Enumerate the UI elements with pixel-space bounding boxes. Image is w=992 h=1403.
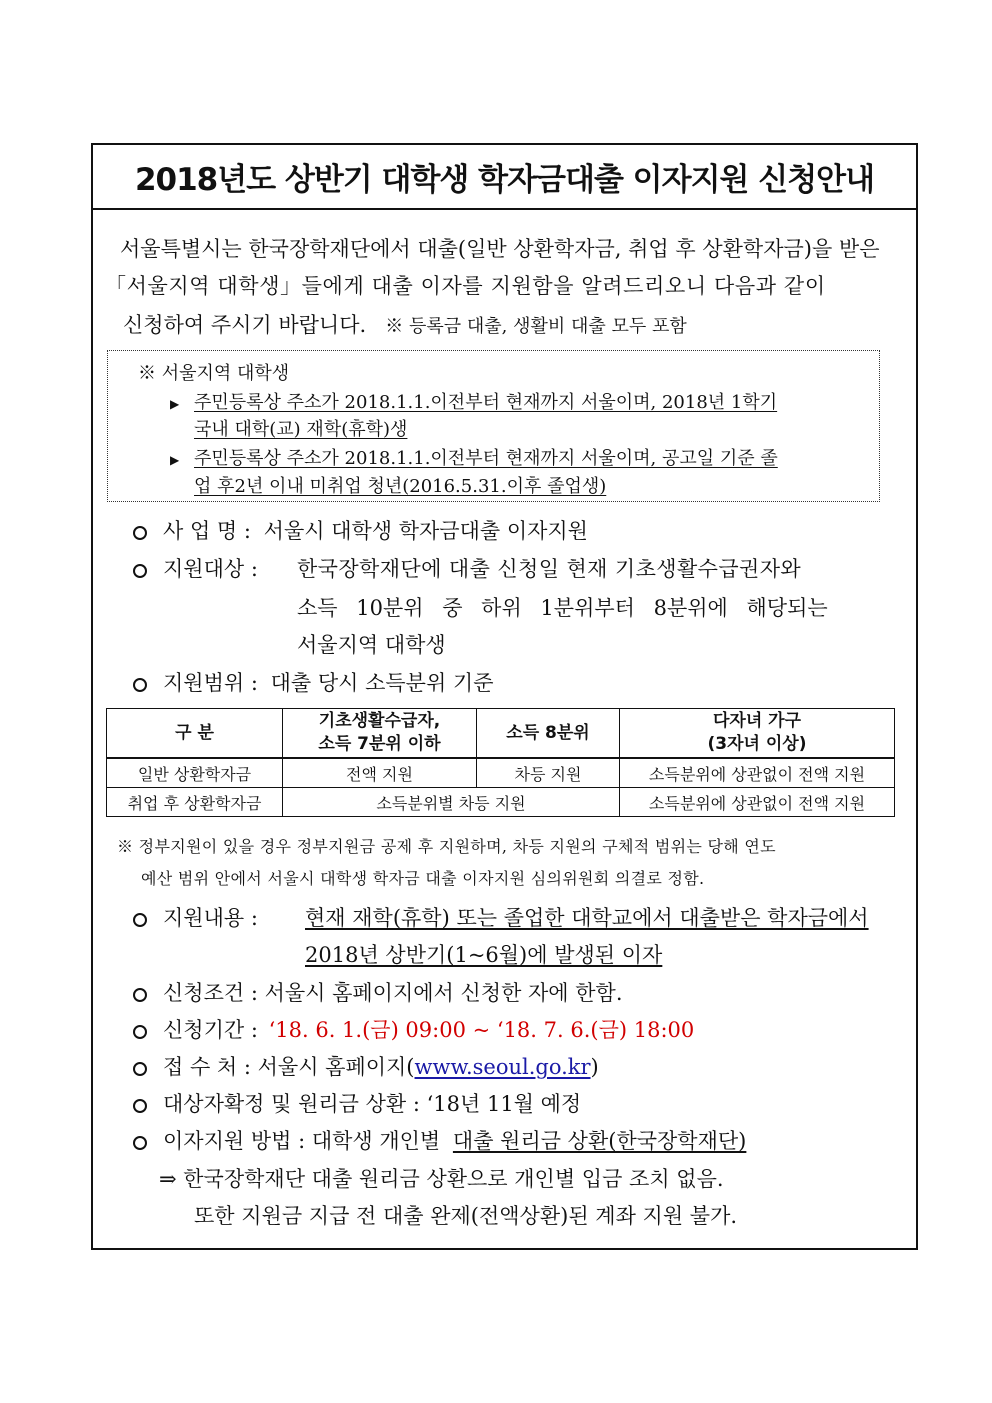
circle-bullet-icon [133,526,147,540]
period-row [133,1014,694,1044]
notice-frame [91,143,918,1250]
triangle-bullet-icon: ▶ [170,453,180,467]
header-text: 기초생활수급자, [318,711,441,731]
reception-label: 접 수 처 : 서울시 홈페이지( [163,1055,415,1079]
target-row [133,553,258,583]
method-value: 대출 원리금 상환(한국장학재단) [452,1129,747,1153]
business-label: 사 업 명 : [163,519,251,543]
condition-text: 신청조건 : 서울시 홈페이지에서 신청한 자에 한함. [163,981,623,1005]
confirm-text: 대상자확정 및 원리금 상환 : ‘18년 11월 예정 [163,1092,582,1116]
table-cell: 차등 지원 [477,758,620,788]
intro-note: ※ 등록금 대출, 생활비 대출 모두 포함 [385,316,687,337]
scope-row [133,667,493,697]
business-row [133,515,588,545]
circle-bullet-icon [133,988,147,1002]
circle-bullet-icon [133,564,147,578]
confirm-row [133,1088,581,1118]
title-bar [93,145,916,210]
table-cell: 소득분위에 상관없이 전액 지원 [620,788,895,817]
header-text: 다자녀 가구 [712,711,802,731]
circle-bullet-icon [133,913,147,927]
method-label: 이자지원 방법 : 대학생 개인별 [163,1129,441,1153]
table-header-cell [283,709,477,759]
reception-close: ) [590,1055,599,1079]
page-title: 2018년도 상반기 대학생 학자금대출 이자지원 신청안내 [134,162,875,198]
period-value: ‘18. 6. 1.(금) 09:00 ~ ‘18. 7. 6.(금) 18:00 [268,1018,695,1042]
circle-bullet-icon [133,1136,147,1150]
box-item-2 [170,444,778,470]
table-cell: 취업 후 상환학자금 [107,788,283,817]
table-row [107,758,895,788]
box-item-1-line-2: 국내 대학(교) 재학(휴학)생 [194,419,408,440]
method-row [133,1125,746,1155]
box-heading: ※ 서울지역 대학생 [138,363,290,384]
arrow-note-line-2: 또한 지원금 지급 전 대출 완제(전액상환)된 계좌 지원 불가. [194,1204,738,1228]
homepage-link[interactable]: www.seoul.go.kr [414,1055,591,1079]
box-item-2-line-1: 주민등록상 주소가 2018.1.1.이전부터 현재까지 서울이며, 공고일 기준 졸 [194,448,778,469]
arrow-note-line-1: ⇒ 한국장학재단 대출 원리금 상환으로 개인별 입금 조치 없음. [159,1167,724,1191]
circle-bullet-icon [133,678,147,692]
support-table [106,708,895,817]
content-label: 지원내용 : [163,906,258,930]
table-cell: 일반 상환학자금 [107,758,283,788]
scope-value: 대출 당시 소득분위 기준 [270,671,494,695]
header-text: (3자녀 이상) [707,734,807,754]
circle-bullet-icon [133,1099,147,1113]
table-cell: 소득분위에 상관없이 전액 지원 [620,758,895,788]
table-cell: 소득분위별 차등 지원 [283,788,620,817]
intro-line-2: 「서울지역 대학생」들에게 대출 이자를 지원함을 알려드리오니 다음과 같이 [105,274,826,298]
condition-row [133,977,623,1007]
table-header-cell: 구 분 [107,709,283,759]
circle-bullet-icon [133,1025,147,1039]
content-line-2: 2018년 상반기(1~6월)에 발생된 이자 [305,943,663,967]
target-line-3: 서울지역 대학생 [297,633,446,657]
content-line-1: 현재 재학(휴학) 또는 졸업한 대학교에서 대출받은 학자금에서 [305,906,869,930]
scope-label: 지원범위 : [163,671,258,695]
target-label: 지원대상 : [163,557,258,581]
table-header-cell: 소득 8분위 [477,709,620,759]
header-text: 소득 7분위 이하 [318,734,441,754]
content-row [133,902,258,932]
eligibility-box [107,350,880,502]
box-item-2-line-2: 업 후2년 이내 미취업 청년(2016.5.31.이후 졸업생) [194,476,607,497]
target-line-1: 한국장학재단에 대출 신청일 현재 기초생활수급권자와 [297,557,802,581]
intro-line-1: 서울특별시는 한국장학재단에서 대출(일반 상환학자금, 취업 후 상환학자금)을 받은 [120,237,880,261]
intro-line-3-wrap [123,309,687,339]
box-item-1 [170,388,777,414]
intro-line-3: 신청하여 주시기 바랍니다. [123,313,367,337]
circle-bullet-icon [133,1062,147,1076]
reception-row [133,1051,599,1081]
table-note-line-2: 예산 범위 안에서 서울시 대학생 학자금 대출 이자지원 심의위원회 의결로 정함. [141,869,705,888]
business-value: 서울시 대학생 학자금대출 이자지원 [263,519,588,543]
table-header-cell [620,709,895,759]
triangle-bullet-icon: ▶ [170,397,180,411]
target-line-2: 소득 10분위 중 하위 1분위부터 8분위에 해당되는 [297,596,828,620]
period-label: 신청기간 : [163,1018,258,1042]
table-header-row [107,709,895,759]
table-cell: 전액 지원 [283,758,477,788]
box-item-1-line-1: 주민등록상 주소가 2018.1.1.이전부터 현재까지 서울이며, 2018년 1학기 [194,392,778,413]
table-row [107,788,895,817]
table-note-line-1: ※ 정부지원이 있을 경우 정부지원금 공제 후 지원하며, 차등 지원의 구체적 범위는 당해 연도 [117,837,776,856]
